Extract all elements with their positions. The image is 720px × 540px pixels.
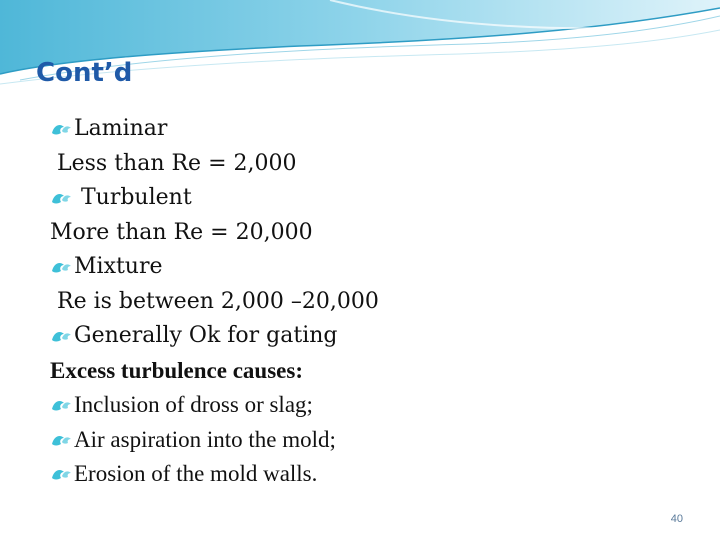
bullet-text: Generally Ok for gating	[74, 323, 338, 348]
bullet-dross	[50, 388, 690, 423]
bullet-air	[50, 423, 690, 458]
bullet-generally-ok	[50, 319, 690, 354]
detail-line	[50, 285, 690, 320]
bullet-text: Mixture	[74, 254, 163, 279]
bullet-text: Air aspiration into the mold;	[74, 426, 336, 452]
bullet-erosion	[50, 457, 690, 492]
wave-bullet-icon	[50, 395, 72, 415]
detail-text: Re is between 2,000 –20,000	[57, 288, 379, 314]
wave-bullet-icon	[50, 257, 72, 277]
wave-bullet-icon	[50, 326, 72, 346]
detail-line	[50, 147, 690, 182]
slide-content	[50, 112, 690, 492]
detail-text: Less than Re = 2,000	[57, 150, 297, 176]
bullet-laminar	[50, 112, 690, 147]
bullet-text: Erosion of the mold walls.	[74, 461, 318, 486]
bullet-text: Turbulent	[74, 185, 192, 210]
subheading-text: Excess turbulence causes:	[50, 357, 303, 383]
page-number: 40	[670, 513, 683, 525]
slide-title: Cont’d	[36, 58, 133, 88]
subheading	[50, 354, 690, 389]
bullet-mixture	[50, 250, 690, 285]
detail-text: More than Re = 20,000	[50, 219, 313, 245]
bullet-text: Laminar	[74, 116, 168, 141]
bullet-turbulent	[50, 181, 690, 216]
wave-bullet-icon	[50, 119, 72, 139]
wave-bullet-icon	[50, 430, 72, 450]
bullet-text: Inclusion of dross or slag;	[74, 392, 313, 417]
wave-bullet-icon	[50, 188, 72, 208]
wave-bullet-icon	[50, 464, 72, 484]
detail-line	[50, 216, 690, 251]
